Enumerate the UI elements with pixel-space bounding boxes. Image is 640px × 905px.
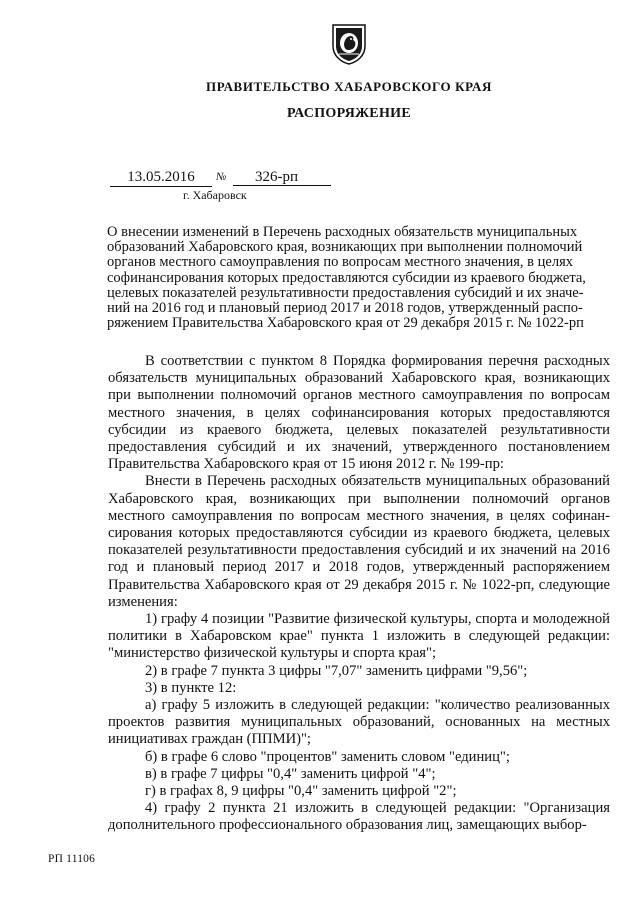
document-title [107,225,607,331]
footer-code: РП 11106 [48,853,96,865]
document-number: 326-рп [233,169,331,186]
list-item-4: 4) графу 2 пункта 21 изложить в следующей редакции: "Организация дополнительного профессионального образования лиц, замещающих выбор- [108,800,610,834]
title-line: ряжением Правительства Хабаровского края от 29 декабря 2015 г. № 1022-рп [107,315,584,332]
title-line: софинансирования которых предоставляются субсидии из краевого бюджета, [107,269,586,286]
list-item-3c: в) в графе 7 цифры "0,4" заменить цифрой "4"; [145,765,436,782]
list-item-3d: г) в графах 8, 9 цифры "0,4" заменить цифрой "2"; [145,783,457,800]
title-line: целевых показателей результативности предоставления субсидий и их значе- [107,284,584,301]
title-line: О внесении изменений в Перечень расходных обязательств муниципальных [107,224,578,240]
government-name: ПРАВИТЕЛЬСТВО ХАБАРОВСКОГО КРАЯ [205,79,492,94]
city-name: г. Хабаровск [183,188,247,202]
title-line: образований Хабаровского края, возникающих при выполнении полномочий [107,239,583,256]
title-line: органов местного самоуправления по вопросам местного значения, в целях [107,254,573,271]
paragraph-main: Внести в Перечень расходных обязательств муниципальных образований Хабаровского края, возникающих при выполнении полномочий органов местного самоуправления по вопросам местного значения, в целях софинансирования которых предоставляются субсидии из краевого бюджета, целевых показателей результативности предоставления субсидий и их значений на 2016 год и плановый период 2017 и 2018 годов, утвержденный распоряжением Правительства Хабаровского края от 29 декабря 2015 г. № 1022-рп, следующие изменения: [108,473,610,610]
list-item-3b: б) в графе 6 слово "процентов" заменить словом "единиц"; [145,748,510,765]
list-item-2: 2) в графе 7 пункта 3 цифры "7,07" заменить цифрами "9,56"; [145,662,528,679]
document-body [108,353,610,835]
coat-of-arms-icon [329,22,369,66]
list-item-3: 3) в пункте 12: [145,679,237,696]
number-sign: № [216,171,227,183]
list-item-3a: а) графу 5 изложить в следующей редакции: "количество реализованных проектов развития муниципальных образований, основанных на местных инициативах граждан (ППМИ)"; [108,697,610,748]
document-date: 13.05.2016 [110,169,212,187]
paragraph-preamble: В соответствии с пунктом 8 Порядка формирования перечня расходных обязательств муниципальных образований Хабаровского края, возникающих при выполнении полномочий органов местного самоуправления по вопросам местного значения, в целях софинансирования которых предоставляются субсидии из краевого бюджета, целевых показателей результативности предоставления субсидий и их значений, утвержденного постановлением Правительства Хабаровского края от 15 июня 2012 г. № 199-пр: [108,353,610,473]
document-type: РАСПОРЯЖЕНИЕ [287,106,411,121]
title-line: ний на 2016 год и плановый период 2017 и 2018 годов, утвержденный распо- [107,300,583,317]
list-item-1: 1) графу 4 позиции "Развитие физической культуры, спорта и молодежной политики в Хабаровском крае" пункта 1 изложить в следующей редакции: "министерство физической культуры и спорта края"; [108,611,610,662]
